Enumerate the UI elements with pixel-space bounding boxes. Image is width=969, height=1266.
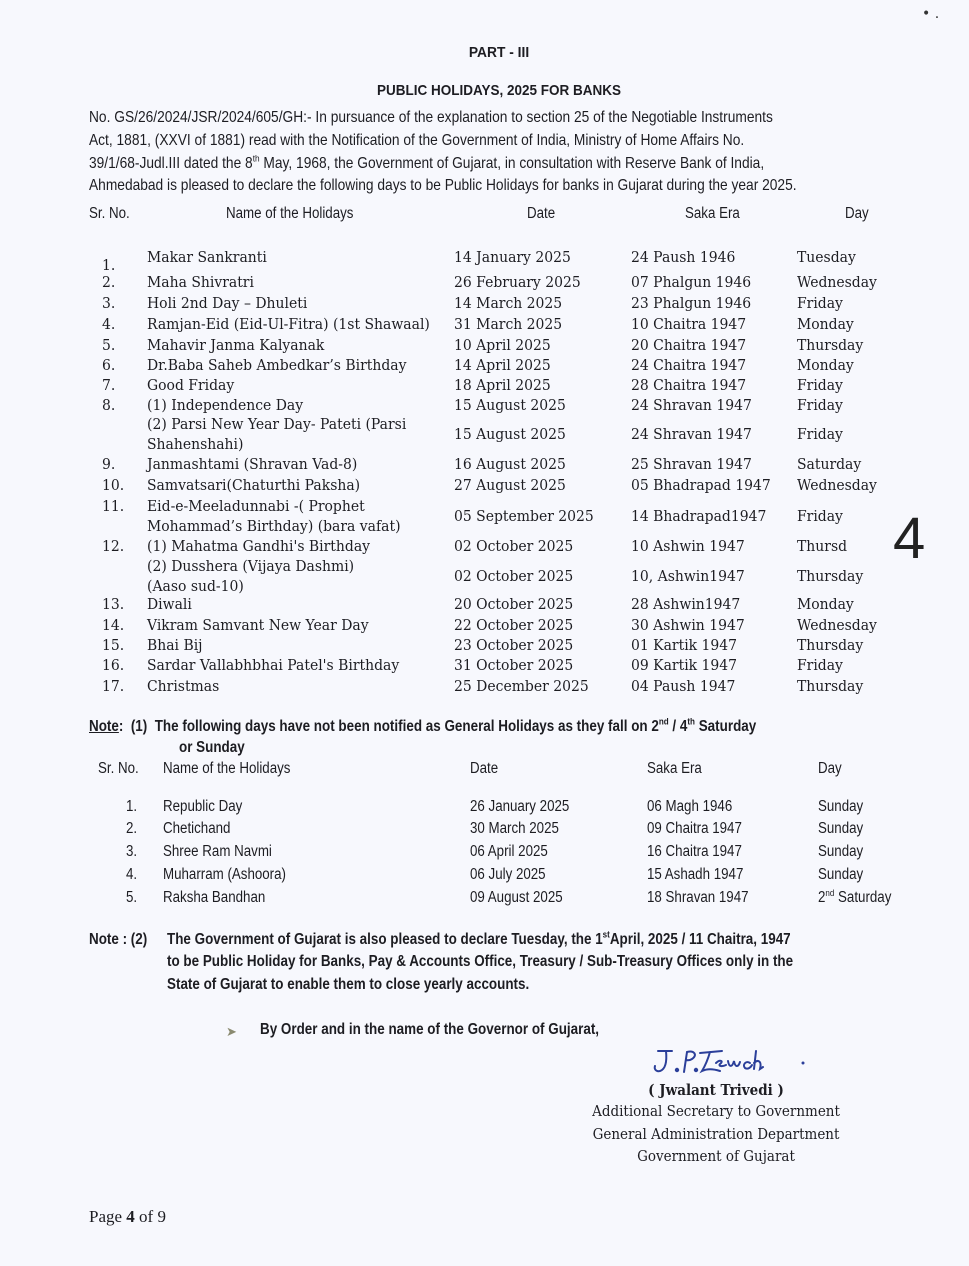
signatory-department: General Administration Department [592, 1127, 840, 1143]
header-name: Name of the Holidays [226, 205, 354, 222]
header-saka-era: Saka Era [685, 205, 740, 222]
signatory-name: ( Jwalant Trivedi ) [648, 1082, 784, 1099]
row-holiday-name: (2) Dusshera (Vijaya Dashmi) [147, 557, 355, 575]
row-date: 23 October 2025 [454, 636, 574, 654]
row-day: Monday [797, 356, 854, 374]
note-row-holiday-name: Raksha Bandhan [163, 889, 266, 906]
row-sr-no: 14. [102, 616, 125, 634]
row-holiday-name: Mohammad’s Birthday) (bara vafat) [147, 517, 401, 535]
scan-artifact-dots: • . [922, 6, 940, 22]
row-sr-no: 5. [102, 336, 116, 354]
row-date: 16 August 2025 [454, 455, 566, 473]
handwritten-signature [650, 1045, 810, 1079]
note-row-day: Sunday [818, 798, 864, 815]
row-sr-no: 10. [102, 476, 125, 494]
row-saka-era: 23 Phalgun 1946 [631, 294, 752, 312]
row-sr-no: 12. [102, 537, 125, 555]
row-sr-no: 2. [102, 273, 116, 291]
note-row-saka-era: 09 Chaitra 1947 [647, 820, 742, 837]
row-saka-era: 10 Chaitra 1947 [631, 315, 747, 333]
row-day: Saturday [797, 455, 862, 473]
note-1-line-2: or Sunday [179, 739, 245, 756]
row-holiday-name: Good Friday [147, 376, 235, 394]
row-day: Thursday [797, 677, 864, 695]
row-holiday-name: Ramjan-Eid (Eid-Ul-Fitra) (1st Shawaal) [147, 315, 430, 333]
row-saka-era: 01 Kartik 1947 [631, 636, 738, 654]
row-day: Friday [797, 507, 843, 525]
row-saka-era: 25 Shravan 1947 [631, 455, 752, 473]
page-marker: 4 [893, 506, 926, 571]
row-day: Thursd [797, 537, 848, 555]
note-header-sr-no: Sr. No. [98, 760, 139, 777]
note-2-line-1: The Government of Gujarat is also pleased to declare Tuesday, the 1stApril, 2025 / 11 Chaitra, 1947 [167, 929, 791, 948]
row-saka-era: 24 Chaitra 1947 [631, 356, 747, 374]
row-day: Wednesday [797, 273, 877, 291]
row-date: 25 December 2025 [454, 677, 589, 695]
note-row-sr-no: 3. [126, 843, 138, 860]
signatory-designation: Additional Secretary to Government [592, 1104, 840, 1120]
row-sr-no: 3. [102, 294, 116, 312]
row-sr-no: 15. [102, 636, 125, 654]
row-saka-era: 24 Paush 1946 [631, 248, 736, 266]
page-footer: Page 4 of 9 [89, 1207, 166, 1226]
note-row-date: 06 April 2025 [470, 843, 548, 860]
row-holiday-name: Maha Shivratri [147, 273, 254, 291]
row-saka-era: 09 Kartik 1947 [631, 656, 738, 674]
note-row-day: Sunday [818, 843, 864, 860]
row-sr-no: 1. [102, 256, 116, 274]
row-holiday-name: Janmashtami (Shravan Vad-8) [147, 455, 358, 473]
row-saka-era: 20 Chaitra 1947 [631, 336, 747, 354]
note-2-line-3: State of Gujarat to enable them to close yearly accounts. [167, 976, 530, 993]
note-row-date: 30 March 2025 [470, 820, 559, 837]
row-holiday-name: Vikram Samvant New Year Day [147, 616, 369, 634]
row-sr-no: 9. [102, 455, 116, 473]
note-row-sr-no: 4. [126, 866, 138, 883]
note-header-saka-era: Saka Era [647, 760, 702, 777]
row-sr-no: 7. [102, 376, 116, 394]
row-holiday-name: Shahenshahi) [147, 435, 244, 453]
row-date: 31 October 2025 [454, 656, 574, 674]
note-row-holiday-name: Republic Day [163, 798, 243, 815]
row-day: Friday [797, 425, 843, 443]
row-day: Friday [797, 294, 843, 312]
row-holiday-name: Bhai Bij [147, 636, 203, 654]
note-row-holiday-name: Chetichand [163, 820, 231, 837]
note-row-saka-era: 15 Ashadh 1947 [647, 866, 744, 883]
note-row-day: 2nd Saturday [818, 887, 892, 906]
row-sr-no: 13. [102, 595, 125, 613]
row-day: Tuesday [797, 248, 856, 266]
row-holiday-name: (2) Parsi New Year Day- Pateti (Parsi [147, 415, 407, 433]
row-holiday-name: Eid-e-Meeladunnabi -( Prophet [147, 497, 365, 515]
arrow-bullet-icon: ➤ [226, 1025, 237, 1040]
row-holiday-name: Christmas [147, 677, 220, 695]
note-row-sr-no: 5. [126, 889, 138, 906]
row-holiday-name: (1) Independence Day [147, 396, 304, 414]
row-saka-era: 04 Paush 1947 [631, 677, 736, 695]
note-row-day: Sunday [818, 866, 864, 883]
row-saka-era: 28 Chaitra 1947 [631, 376, 747, 394]
row-sr-no: 11. [102, 497, 125, 515]
part-title: PART - III [468, 44, 530, 61]
intro-line-1: No. GS/26/2024/JSR/2024/605/GH:- In pursuance of the explanation to section 25 of the Negotiable Instruments [89, 109, 773, 126]
intro-line-4: Ahmedabad is pleased to declare the following days to be Public Holidays for banks in Gujarat during the year 2025. [89, 177, 797, 194]
document-title: PUBLIC HOLIDAYS, 2025 FOR BANKS [376, 82, 622, 99]
row-holiday-name: Makar Sankranti [147, 248, 267, 266]
row-day: Monday [797, 595, 854, 613]
row-saka-era: 28 Ashwin1947 [631, 595, 741, 613]
header-day: Day [845, 205, 869, 222]
row-date: 31 March 2025 [454, 315, 563, 333]
note-row-holiday-name: Shree Ram Navmi [163, 843, 272, 860]
note-row-sr-no: 1. [126, 798, 138, 815]
intro-line-3: 39/1/68-Judl.III dated the 8th May, 1968, the Government of Gujarat, in consultation with Reserve Bank of India, [89, 153, 765, 172]
note-row-date: 09 August 2025 [470, 889, 563, 906]
row-holiday-name: Samvatsari(Chaturthi Paksha) [147, 476, 361, 494]
row-day: Friday [797, 396, 843, 414]
note-row-holiday-name: Muharram (Ashoora) [163, 866, 286, 883]
row-date: 18 April 2025 [454, 376, 551, 394]
row-holiday-name: Mahavir Janma Kalyanak [147, 336, 325, 354]
row-saka-era: 10, Ashwin1947 [631, 567, 745, 585]
row-saka-era: 10 Ashwin 1947 [631, 537, 745, 555]
row-day: Thursday [797, 636, 864, 654]
row-date: 14 April 2025 [454, 356, 551, 374]
row-day: Thursday [797, 336, 864, 354]
row-saka-era: 24 Shravan 1947 [631, 425, 752, 443]
note-header-date: Date [470, 760, 499, 777]
row-day: Wednesday [797, 616, 877, 634]
header-date: Date [527, 205, 556, 222]
row-sr-no: 6. [102, 356, 116, 374]
note-row-saka-era: 18 Shravan 1947 [647, 889, 749, 906]
row-day: Monday [797, 315, 854, 333]
row-date: 22 October 2025 [454, 616, 574, 634]
row-date: 10 April 2025 [454, 336, 551, 354]
note-header-name: Name of the Holidays [163, 760, 291, 777]
row-date: 14 January 2025 [454, 248, 571, 266]
row-holiday-name: Sardar Vallabhbhai Patel's Birthday [147, 656, 400, 674]
row-day: Thursday [797, 567, 864, 585]
note-row-date: 26 January 2025 [470, 798, 570, 815]
row-date: 14 March 2025 [454, 294, 563, 312]
row-date: 05 September 2025 [454, 507, 594, 525]
row-date: 26 February 2025 [454, 273, 581, 291]
row-day: Friday [797, 376, 843, 394]
note-row-saka-era: 16 Chaitra 1947 [647, 843, 742, 860]
row-sr-no: 8. [102, 396, 116, 414]
order-line: By Order and in the name of the Governor of Gujarat, [260, 1021, 600, 1038]
note-2-label: Note : (2) [89, 931, 148, 948]
row-date: 15 August 2025 [454, 425, 566, 443]
row-sr-no: 17. [102, 677, 125, 695]
row-date: 15 August 2025 [454, 396, 566, 414]
row-sr-no: 4. [102, 315, 116, 333]
row-holiday-name: (1) Mahatma Gandhi's Birthday [147, 537, 371, 555]
row-day: Wednesday [797, 476, 877, 494]
row-saka-era: 30 Ashwin 1947 [631, 616, 745, 634]
note-label: Note [89, 718, 119, 735]
row-holiday-name: Diwali [147, 595, 192, 613]
row-holiday-name: Dr.Baba Saheb Ambedkar’s Birthday [147, 356, 407, 374]
note-row-date: 06 July 2025 [470, 866, 546, 883]
row-date: 20 October 2025 [454, 595, 574, 613]
row-saka-era: 24 Shravan 1947 [631, 396, 752, 414]
row-holiday-name: (Aaso sud-10) [147, 577, 244, 595]
note-row-sr-no: 2. [126, 820, 138, 837]
row-saka-era: 05 Bhadrapad 1947 [631, 476, 771, 494]
note-header-day: Day [818, 760, 842, 777]
row-date: 02 October 2025 [454, 537, 574, 555]
row-date: 02 October 2025 [454, 567, 574, 585]
row-day: Friday [797, 656, 843, 674]
note-row-saka-era: 06 Magh 1946 [647, 798, 733, 815]
header-sr-no: Sr. No. [89, 205, 130, 222]
note-1-line-1: Note: (1) The following days have not been notified as General Holidays as they fall on 2nd / 4th Saturday [89, 716, 757, 735]
row-saka-era: 07 Phalgun 1946 [631, 273, 752, 291]
row-sr-no: 16. [102, 656, 125, 674]
intro-line-2: Act, 1881, (XXVI of 1881) read with the Notification of the Government of India, Ministry of Home Affairs No. [89, 132, 745, 149]
row-saka-era: 14 Bhadrapad1947 [631, 507, 767, 525]
signatory-government: Government of Gujarat [637, 1149, 795, 1165]
note-row-day: Sunday [818, 820, 864, 837]
row-holiday-name: Holi 2nd Day – Dhuleti [147, 294, 308, 312]
row-date: 27 August 2025 [454, 476, 566, 494]
note-2-line-2: to be Public Holiday for Banks, Pay & Accounts Office, Treasury / Sub-Treasury Offices only in the [167, 953, 794, 970]
